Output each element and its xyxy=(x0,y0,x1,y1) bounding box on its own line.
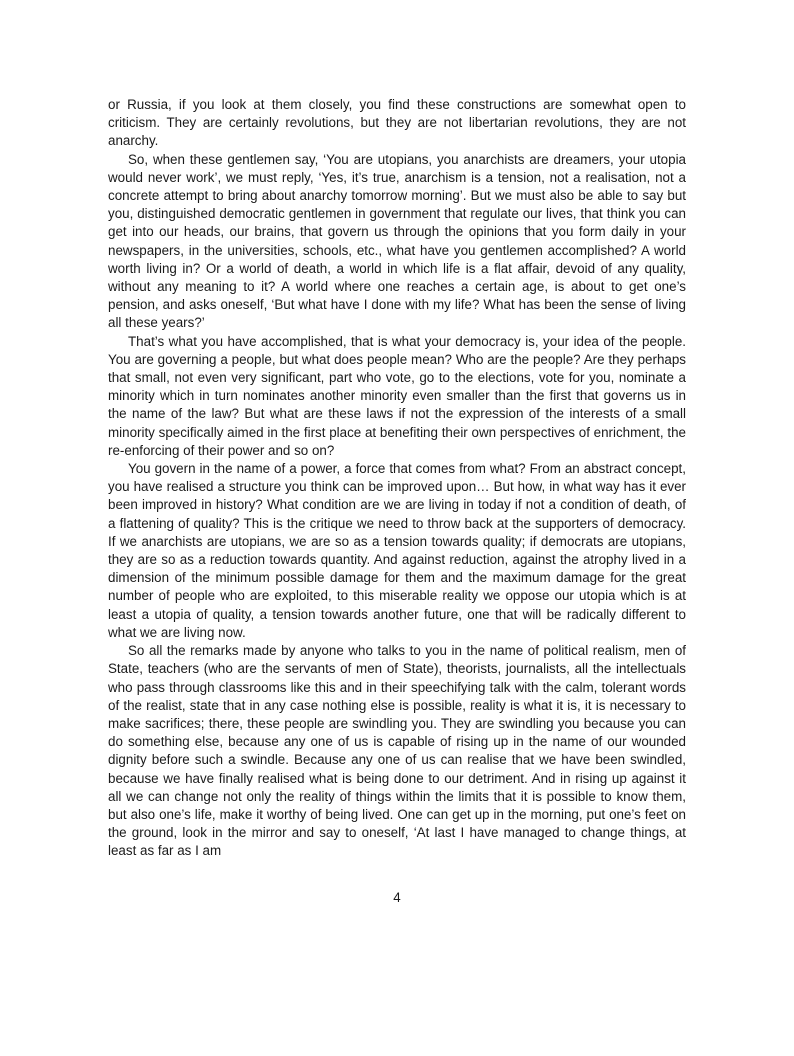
paragraph-democracy: That’s what you have accomplished, that is what your democracy is, your idea of the people. You are governing a people, but what does people mean? Who are the people? Are they perhaps that small, not even very significant, part who vote, go to the elections, vote for you, nominate a minority which in turn nominates another minority even smaller than the first that governs us in the name of the law? But what are these laws if not the expression of the interests of a small minority specifically aimed in the first place at benefiting their own perspectives of enrichment, the re-enforcing of their power and so on? xyxy=(108,333,686,458)
paragraph-continued: or Russia, if you look at them closely, you find these constructions are somewhat open to criticism. They are certainly revolutions, but they are not libertarian revolutions, they are not anarchy. xyxy=(108,97,686,149)
body-text xyxy=(108,96,686,861)
page-number: 4 xyxy=(393,890,401,905)
paragraph-power: You govern in the name of a power, a force that comes from what? From an abstract concept, you have realised a structure you think can be improved upon… But how, in what way has it ever been improved in history? What condition are we are living in today if not a condition of death, of a flattening of quality? This is the critique we need to throw back at the supporters of democracy. If we anarchists are utopians, we are so as a tension towards quality; if democrats are utopians, they are so as a reduction towards quantity. And against reduction, against the atrophy lived in a dimension of the minimum possible damage for them and the maximum damage for the great number of people who are exploited, to this miserable reality we oppose our utopia which is at least a utopia of quality, a tension towards another future, one that will be radically different to what we are living now. xyxy=(108,461,686,640)
paragraph-realism: So all the remarks made by anyone who talks to you in the name of political realism, men of State, teachers (who are the servants of men of State), theorists, journalists, all the intellectuals who pass through classrooms like this and in their speechifying talk with the calm, tolerant words of the realist, state that in any case nothing else is possible, reality is what it is, it is necessary to make sacrifices; there, these people are swindling you. They are swindling you because you can do something else, because any one of us is capable of rising up in the name of our wounded dignity before such a swindle. Because any one of us can realise that we have been swindled, because we have finally realised what is being done to our detriment. And in rising up against it all we can change not only the reality of things within the limits that it is possible to know them, but also one’s life, make it worthy of being lived. One can get up in the morning, put one’s feet on the ground, look in the mirror and say to oneself, ‘At last I have managed to change things, at least as far as I am xyxy=(108,643,686,859)
paragraph-utopians: So, when these gentlemen say, ‘You are utopians, you anarchists are dreamers, your utopia would never work’, we must reply, ‘Yes, it’s true, anarchism is a tension, not a realisation, not a concrete attempt to bring about anarchy tomorrow morning’. But we must also be able to say but you, distinguished democratic gentlemen in government that regulate our lives, that think you can get into our heads, our brains, that govern us through the opinions that you form daily in your newspapers, in the universities, schools, etc., what have you gentlemen accomplished? A world worth living in? Or a world of death, a world in which life is a flat affair, devoid of any quality, without any meaning to it? A world where one reaches a certain age, is about to get one’s pension, and asks oneself, ‘But what have I done with my life? What has been the sense of living all these years?’ xyxy=(108,151,686,331)
